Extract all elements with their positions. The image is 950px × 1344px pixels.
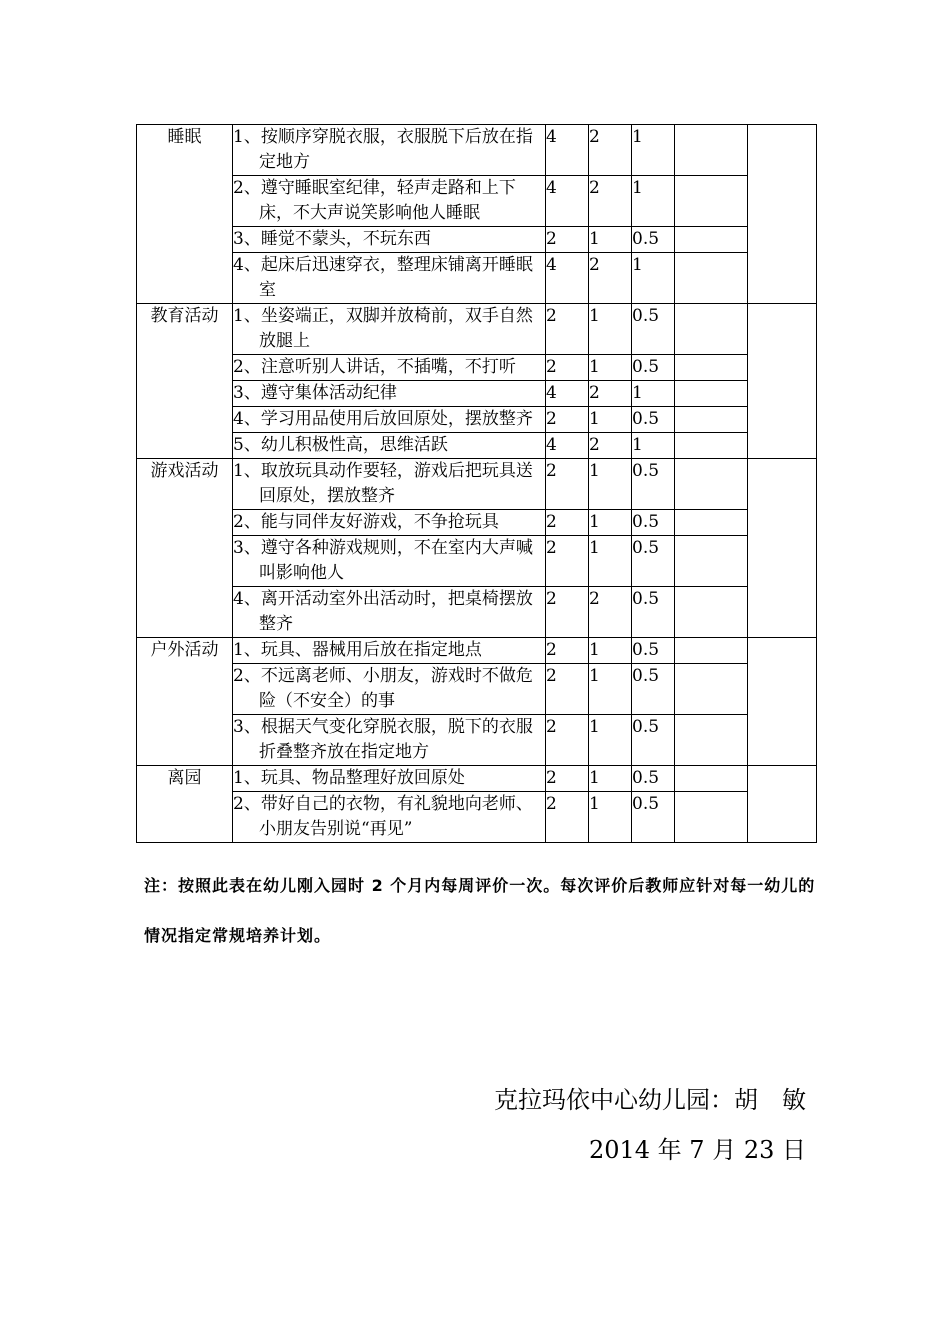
table-row [137,792,817,843]
evaluation-table [136,124,817,843]
score-cell-b: 1 [589,510,632,536]
score-cell-a: 2 [546,459,589,510]
table-row [137,381,817,407]
blank-score-cell [675,176,748,227]
score-cell-b: 1 [589,459,632,510]
blank-score-cell [675,304,748,355]
score-cell-a: 4 [546,433,589,459]
score-cell-a: 2 [546,638,589,664]
category-cell: 游戏活动 [137,459,233,638]
score-cell-a: 2 [546,304,589,355]
table-row [137,227,817,253]
total-cell [748,304,817,459]
blank-score-cell [675,459,748,510]
item-cell [233,176,546,227]
category-cell: 睡眠 [137,125,233,304]
score-cell-c: 0.5 [632,587,675,638]
total-cell [748,638,817,766]
score-cell-c: 0.5 [632,664,675,715]
table-row [137,253,817,304]
score-cell-c: 0.5 [632,304,675,355]
blank-score-cell [675,381,748,407]
item-text: 4、起床后迅速穿衣，整理床铺离开睡眠室 [233,255,533,300]
total-cell [748,459,817,638]
item-text: 2、不远离老师、小朋友，游戏时不做危险（不安全）的事 [233,666,533,711]
score-cell-a: 4 [546,381,589,407]
item-cell [233,510,546,536]
score-cell-b: 1 [589,536,632,587]
score-cell-a: 2 [546,510,589,536]
table-row [137,510,817,536]
item-cell [233,253,546,304]
item-text: 2、注意听别人讲话，不插嘴，不打听 [233,357,516,377]
item-text: 2、能与同伴友好游戏，不争抢玩具 [233,512,499,532]
item-cell [233,766,546,792]
score-cell-c: 1 [632,381,675,407]
item-text: 1、坐姿端正，双脚并放椅前，双手自然放腿上 [233,306,533,351]
item-text: 3、睡觉不蒙头，不玩东西 [233,229,431,249]
score-cell-c: 0.5 [632,715,675,766]
blank-score-cell [675,536,748,587]
score-cell-c: 0.5 [632,459,675,510]
score-cell-b: 2 [589,381,632,407]
score-cell-b: 1 [589,638,632,664]
score-cell-b: 2 [589,587,632,638]
score-cell-c: 1 [632,176,675,227]
score-cell-c: 0.5 [632,355,675,381]
total-cell [748,766,817,843]
table-row [137,536,817,587]
table-row [137,459,817,510]
score-cell-b: 2 [589,433,632,459]
blank-score-cell [675,227,748,253]
blank-score-cell [675,587,748,638]
item-text: 3、遵守集体活动纪律 [233,383,397,403]
score-cell-a: 2 [546,664,589,715]
score-cell-a: 2 [546,792,589,843]
item-cell [233,304,546,355]
table-row [137,125,817,176]
score-cell-b: 1 [589,304,632,355]
item-cell [233,792,546,843]
score-cell-b: 1 [589,715,632,766]
score-cell-b: 1 [589,792,632,843]
table-row [137,355,817,381]
score-cell-c: 0.5 [632,638,675,664]
item-cell [233,664,546,715]
score-cell-b: 2 [589,253,632,304]
blank-score-cell [675,510,748,536]
score-cell-c: 1 [632,125,675,176]
item-cell [233,459,546,510]
blank-score-cell [675,125,748,176]
blank-score-cell [675,664,748,715]
score-cell-a: 2 [546,715,589,766]
score-cell-b: 1 [589,227,632,253]
item-text: 4、学习用品使用后放回原处，摆放整齐 [233,409,533,429]
score-cell-b: 1 [589,355,632,381]
score-cell-c: 0.5 [632,792,675,843]
table-row [137,433,817,459]
score-cell-a: 2 [546,407,589,433]
score-cell-a: 4 [546,125,589,176]
score-cell-c: 0.5 [632,536,675,587]
item-cell [233,536,546,587]
item-text: 2、遵守睡眠室纪律，轻声走路和上下床，不大声说笑影响他人睡眠 [233,178,516,223]
score-cell-a: 2 [546,766,589,792]
score-cell-c: 0.5 [632,407,675,433]
score-cell-b: 2 [589,125,632,176]
score-cell-c: 1 [632,433,675,459]
blank-score-cell [675,355,748,381]
item-text: 1、玩具、器械用后放在指定地点 [233,640,482,660]
item-cell [233,715,546,766]
score-cell-a: 2 [546,227,589,253]
score-cell-b: 1 [589,664,632,715]
score-cell-a: 2 [546,355,589,381]
category-cell: 教育活动 [137,304,233,459]
item-cell [233,433,546,459]
score-cell-a: 4 [546,253,589,304]
evaluation-table-body [137,125,817,843]
item-text: 2、带好自己的衣物，有礼貌地向老师、小朋友告别说“再见” [233,794,533,839]
table-row [137,304,817,355]
table-row [137,664,817,715]
blank-score-cell [675,792,748,843]
item-cell [233,355,546,381]
item-cell [233,407,546,433]
score-cell-c: 0.5 [632,766,675,792]
score-cell-a: 2 [546,536,589,587]
item-text: 3、遵守各种游戏规则，不在室内大声喊叫影响他人 [233,538,533,583]
score-cell-a: 2 [546,587,589,638]
score-cell-a: 4 [546,176,589,227]
category-cell: 离园 [137,766,233,843]
item-text: 5、幼儿积极性高，思维活跃 [233,435,448,455]
item-cell [233,381,546,407]
blank-score-cell [675,253,748,304]
table-row [137,766,817,792]
blank-score-cell [675,433,748,459]
category-cell: 户外活动 [137,638,233,766]
table-row [137,587,817,638]
blank-score-cell [675,407,748,433]
score-cell-c: 0.5 [632,510,675,536]
blank-score-cell [675,638,748,664]
item-cell [233,638,546,664]
item-text: 1、按顺序穿脱衣服，衣服脱下后放在指定地方 [233,127,533,172]
item-text: 3、根据天气变化穿脱衣服，脱下的衣服折叠整齐放在指定地方 [233,717,533,762]
table-row [137,407,817,433]
item-text: 1、取放玩具动作要轻，游戏后把玩具送回原处，摆放整齐 [233,461,533,506]
table-row [137,638,817,664]
item-text: 1、玩具、物品整理好放回原处 [233,768,465,788]
item-cell [233,227,546,253]
score-cell-b: 1 [589,407,632,433]
score-cell-c: 1 [632,253,675,304]
table-row [137,715,817,766]
item-text: 4、离开活动室外出活动时，把桌椅摆放整齐 [233,589,533,634]
score-cell-b: 2 [589,176,632,227]
table-note: 注：按照此表在幼儿刚入园时 2 个月内每周评价一次。每次评价后教师应针对每一幼儿的情况指定常规培养计划。 [144,876,816,945]
total-cell [748,125,817,304]
signature-date: 2014 年 7 月 23 日 [588,1136,806,1164]
item-cell [233,587,546,638]
score-cell-b: 1 [589,766,632,792]
blank-score-cell [675,766,748,792]
item-cell [233,125,546,176]
signature-organization: 克拉玛依中心幼儿园：胡 敏 [494,1086,806,1114]
table-row [137,176,817,227]
blank-score-cell [675,715,748,766]
score-cell-c: 0.5 [632,227,675,253]
